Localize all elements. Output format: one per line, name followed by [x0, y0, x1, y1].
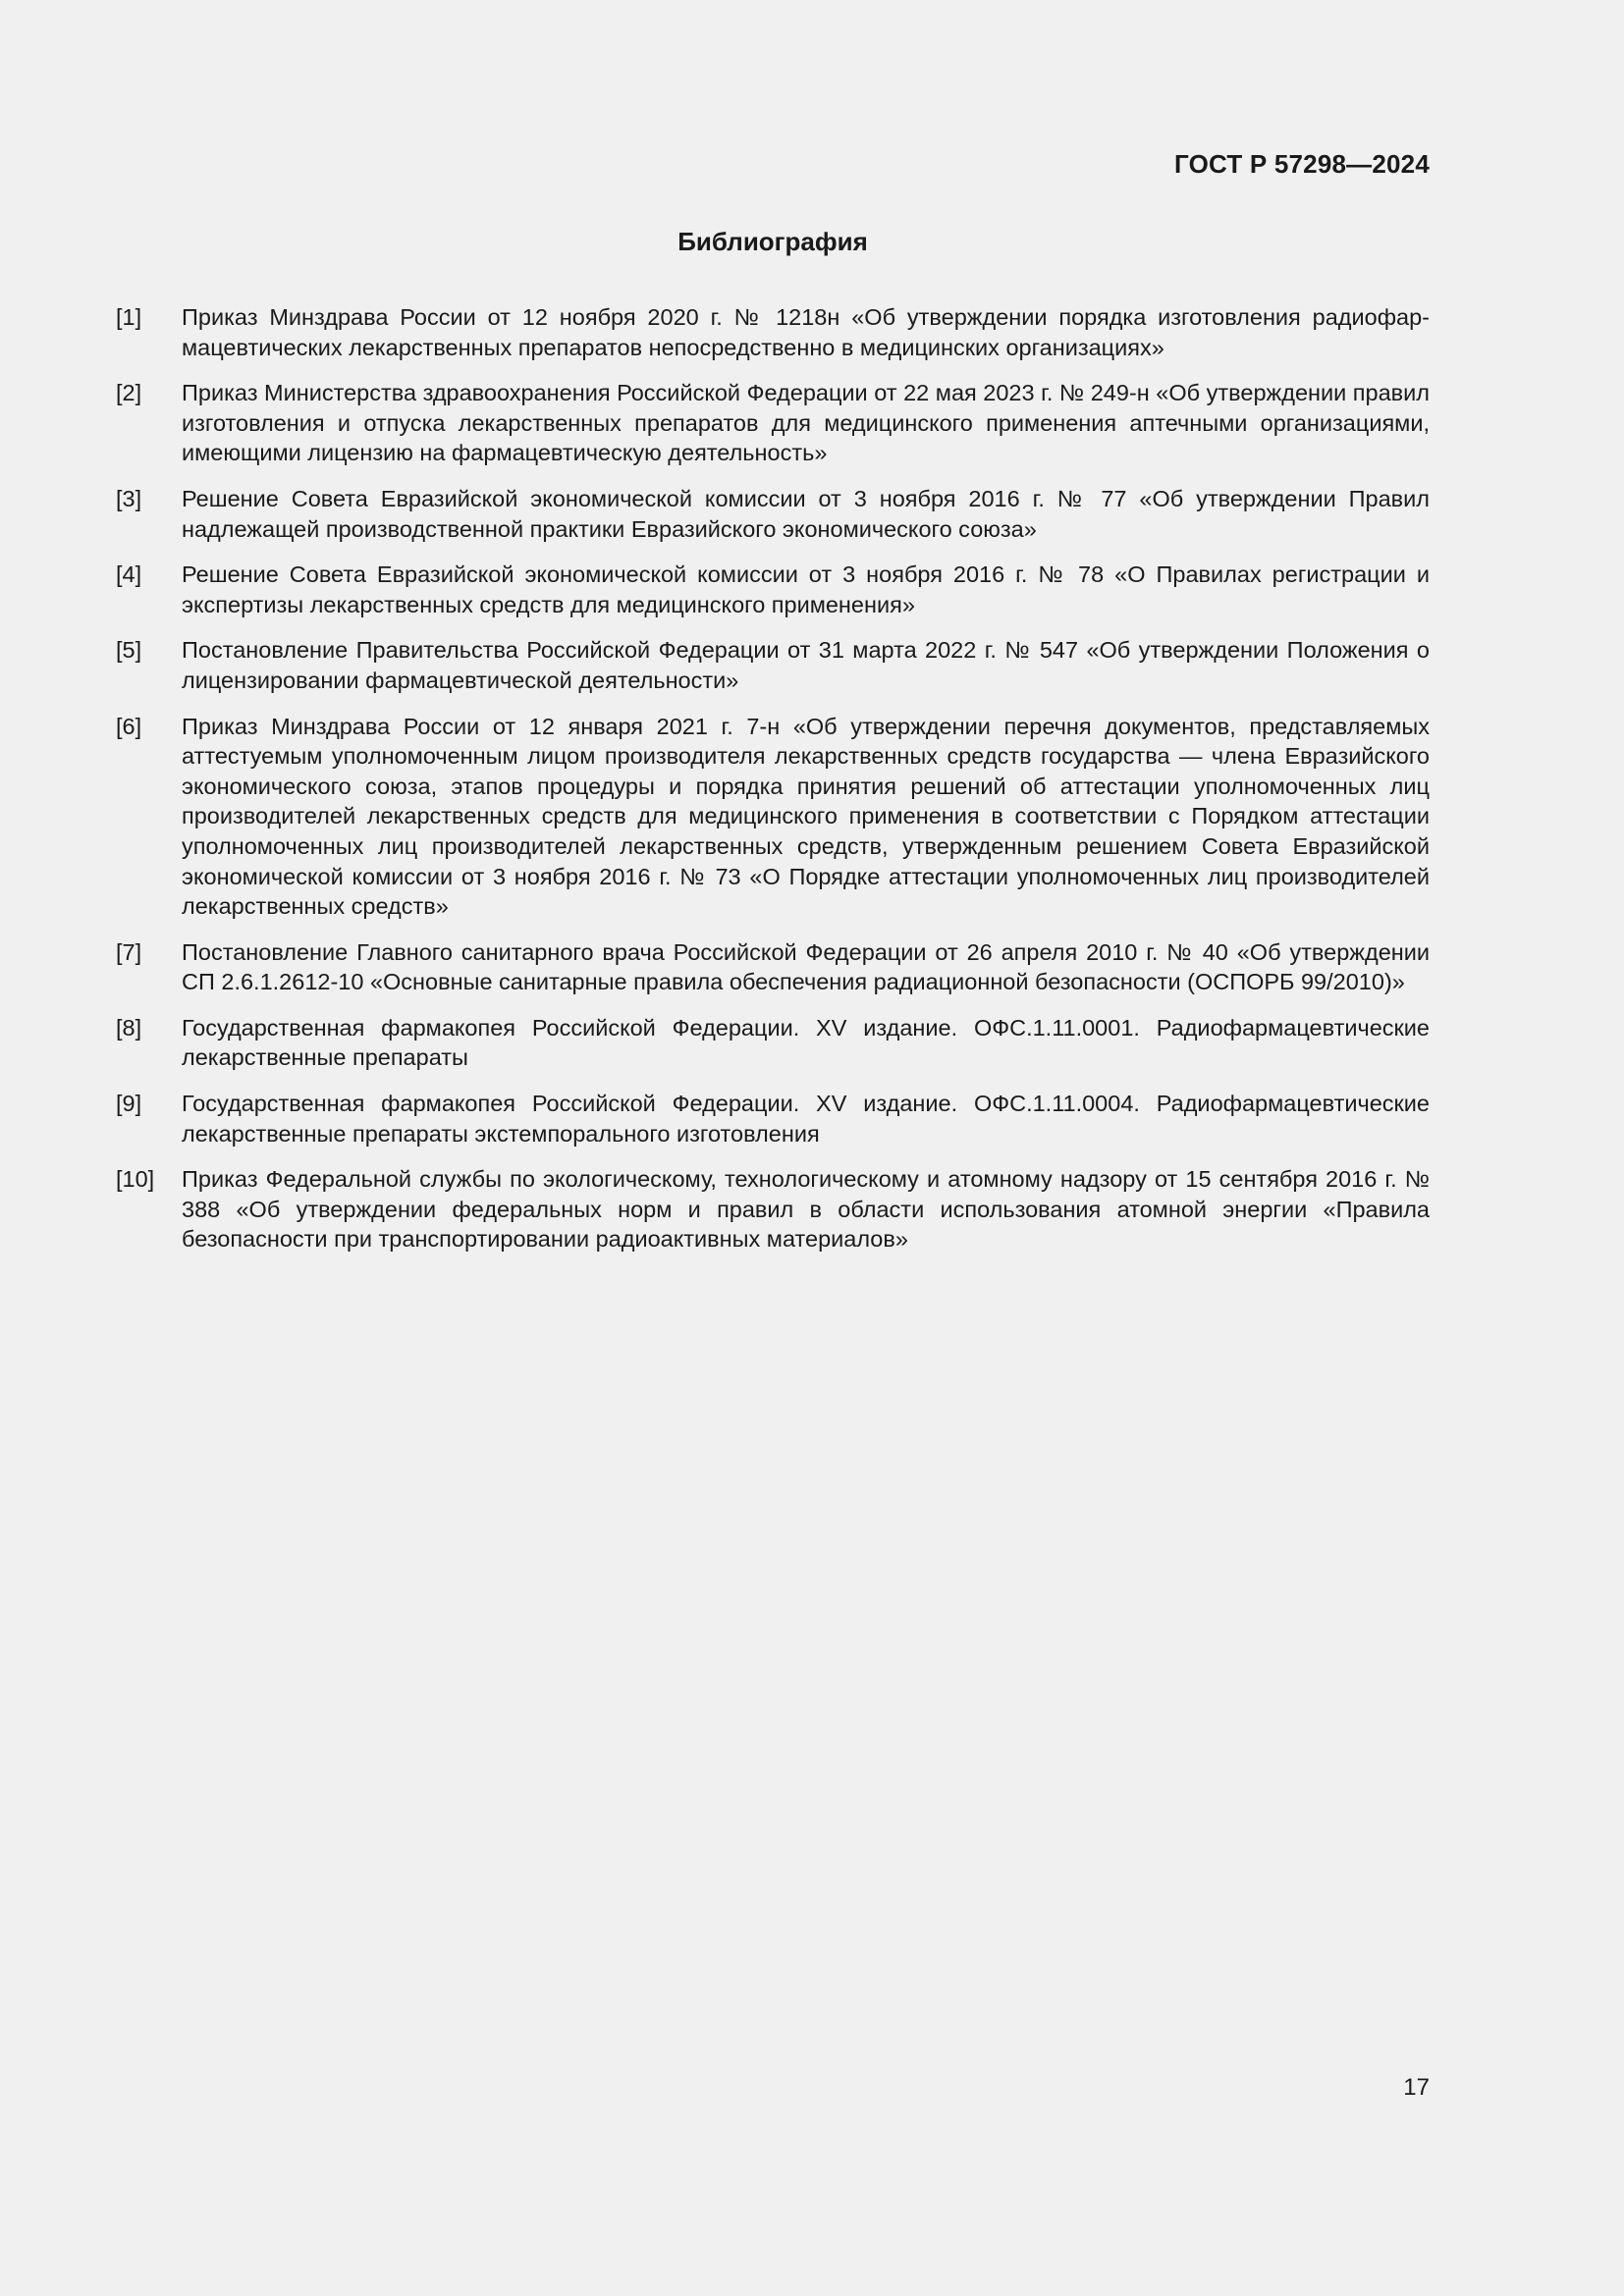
- bibliography-item-8: [116, 1013, 1430, 1073]
- bibliography-item-6: [116, 712, 1430, 922]
- bibliography-number: [4]: [116, 561, 142, 588]
- bibliography-text: Приказ Минздрава России от 12 ноября 2020 г. № 1218н «Об утверждении порядка изготовления радиофармацевтических лекарственных препаратов непосредственно в медицинских организациях»: [182, 304, 1430, 360]
- bibliography-text: Решение Совета Евразийской экономической комиссии от 3 ноября 2016 г. № 77 «Об утверждении Правил надлежащей производственной практики Евразийского экономического союза»: [182, 485, 1430, 542]
- bibliography-item-7: [116, 937, 1430, 997]
- bibliography-item-2: [116, 378, 1430, 468]
- bibliography-item-4: [116, 560, 1430, 619]
- bibliography-number: [1]: [116, 304, 142, 330]
- bibliography-item-9: [116, 1089, 1430, 1148]
- bibliography-item-5: [116, 635, 1430, 695]
- bibliography-text: Приказ Федеральной службы по экологическому, технологическому и атомному надзору от 15 сентября 2016 г. № 388 «Об утверждении федеральных норм и правил в области использования атомной энергии «Правила безопасности при транспортировании радиоактивных материалов»: [182, 1166, 1430, 1253]
- bibliography-number: [10]: [116, 1166, 155, 1193]
- bibliography-number: [7]: [116, 938, 142, 965]
- bibliography-text: Государственная фармакопея Российской Федерации. XV издание. ОФС.1.11.0001. Радиофармацевтические лекарственные препараты: [182, 1014, 1430, 1071]
- bibliography-item-10: [116, 1164, 1430, 1255]
- section-title: Библиография: [677, 227, 868, 256]
- bibliography-number: [3]: [116, 485, 142, 511]
- bibliography-number: [2]: [116, 380, 142, 406]
- bibliography-item-1: [116, 302, 1430, 362]
- bibliography-text: Постановление Главного санитарного врача Российской Федерации от 26 апреля 2010 г. № 40 «Об утверждении СП 2.6.1.2612-10 «Основные санитарные правила обеспечения радиационной безопасности (ОСПОРБ 99/2010)»: [182, 938, 1430, 995]
- bibliography-text: Государственная фармакопея Российской Федерации. XV издание. ОФС.1.11.0004. Радиофармацевтические лекарственные препараты экстемпорального изготовления: [182, 1091, 1430, 1147]
- bibliography-text: Решение Совета Евразийской экономической комиссии от 3 ноября 2016 г. № 78 «О Правилах регистрации и экспертизы лекарственных средств для медицинского применения»: [182, 561, 1430, 617]
- bibliography-number: [8]: [116, 1014, 142, 1041]
- bibliography-item-3: [116, 484, 1430, 544]
- bibliography-number: [5]: [116, 637, 142, 664]
- bibliography-number: [9]: [116, 1091, 142, 1117]
- bibliography-number: [6]: [116, 713, 142, 739]
- bibliography-text: Приказ Министерства здравоохранения Российской Федерации от 22 мая 2023 г. № 249-н «Об утверждении правил изготовления и отпуска лекарственных препаратов для медицинского применения аптечными организациями, имеющими лицензию на фармацевтическую деятельность»: [182, 380, 1430, 466]
- bibliography-list: [116, 302, 1430, 1270]
- document-code: ГОСТ Р 57298—2024: [1174, 149, 1430, 179]
- bibliography-text: Постановление Правительства Российской Федерации от 31 марта 2022 г. № 547 «Об утверждении Положения о лицензировании фармацевтической деятельности»: [182, 637, 1430, 693]
- page-number: 17: [1403, 2074, 1430, 2101]
- bibliography-text: Приказ Минздрава России от 12 января 2021 г. 7-н «Об утверждении перечня документов, представляемых аттестуемым уполномоченным лицом производителя лекарственных средств государства — члена Евразийского экономического союза, этапов процедуры и порядка принятия решений об аттестации уполномоченных лиц производителей лекарственных средств для медицинского применения в соответствии с Порядком аттестации уполномоченных лиц производителей лекарственных средств, утвержденным решением Совета Евразийской экономической комиссии от 3 ноября 2016 г. № 73 «О Порядке аттестации уполномоченных лиц производителей лекарственных средств»: [182, 713, 1430, 920]
